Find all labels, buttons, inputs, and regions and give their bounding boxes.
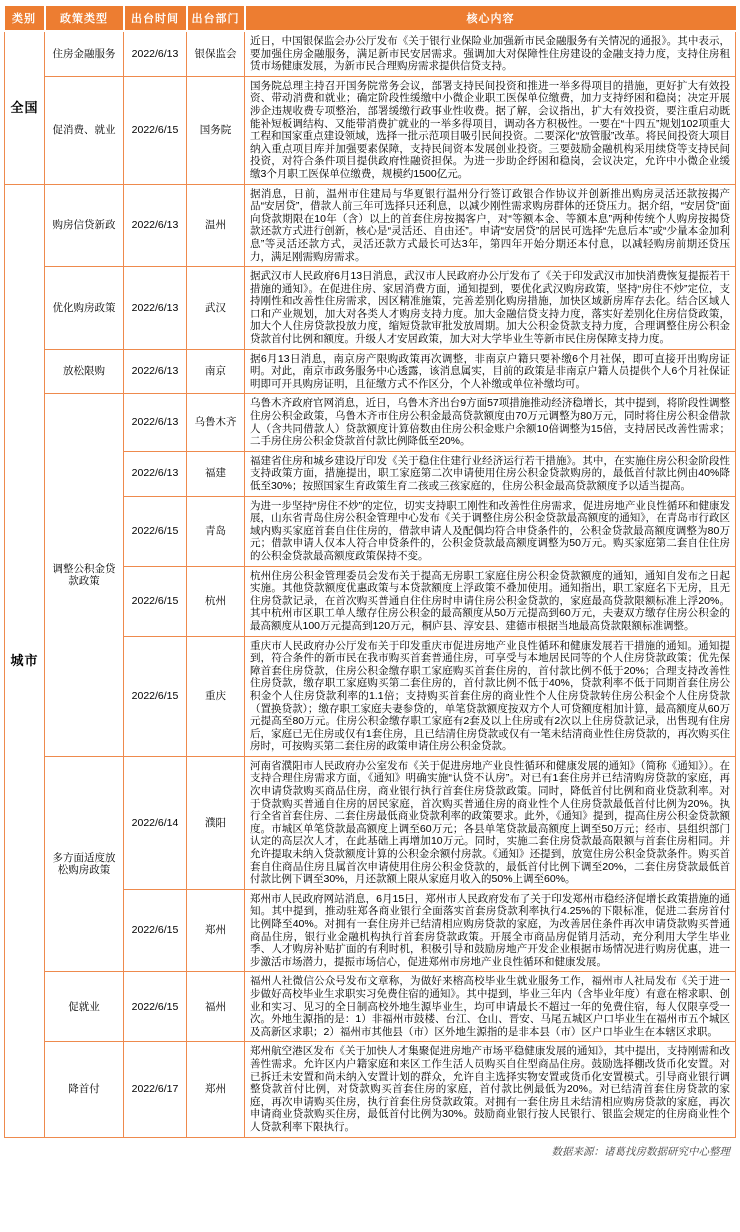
table-row [5,184,736,267]
content-cell: 福建省住房和城乡建设厅印发《关于稳住住建行业经济运行若干措施》。其中，在实施住房公积金阶段性支持政策方面，措施提出，职工家庭第二次申请使用住房公积金贷款购房的，最低首付款比例由40%降低至30%；按照国家生育政策生育二孩或三孩家庭的，住房公积金最高贷款额度予以适当提高。 [245,451,736,496]
table-row [5,394,736,451]
department-cell: 郑州 [187,889,245,972]
date-cell: 2022/6/15 [124,636,187,756]
content-cell: 河南省濮阳市人民政府办公室发布《关于促进房地产业良性循环和健康发展的通知》（简称《通知》）。在支持合理住房需求方面，《通知》明确实施“认贷不认房”。对已有1套住房并已结清购房贷款的家庭，再次申请贷款购买商品住房，商业银行执行首套住房贷款政策。同时，降低首付比例和商业贷款利率。对于贷款购买普通自住房的居民家庭，首次购买普通住房的商业性个人住房贷款最低首付比例为20%。执行全省首套住房、二套住房最低商业贷款利率的政策要求。此外，《通知》提到，提高住房公积金贷款额度。市城区单笔贷款最高额度上调至60万元；各县单笔贷款最高额度上调至50万元；经市、县组织部门认定的高层次人才，在此基础上再增加10万元。同时，实施二套住房贷款最高限额与首套住房相同。并允许提取未纳入贷款额度计算的公积金余额付房款。《通知》还提到，放宽住房公积金贷款条件。购买首套自住商品住房且属首次申请使用住房公积金贷款的，最低首付比例下调至20%，二套住房贷款最低首付款比例下调至30%，月还款额上限从家庭月收入的50%上调至60%。 [245,756,736,889]
date-cell: 2022/6/13 [124,31,187,76]
content-cell: 据6月13日消息，南京房产限购政策再次调整，非南京户籍只要补缴6个月社保，即可直接开出购房证明。对此，南京市政务服务中心透露，该消息属实，目前的政策是非南京户籍人员提供个人6个月社保证明即可开具购房证明，且征缴方式不作区分，个人补缴或单位补缴均可。 [245,349,736,394]
date-cell: 2022/6/13 [124,267,187,350]
table-row [5,76,736,184]
content-cell: 杭州住房公积金管理委员会发布关于提高无房职工家庭住房公积金贷款额度的通知，通知自发布之日起实施。其他贷款额度优惠政策与本贷款额度上浮政策不叠加使用。通知指出，职工家庭名下无房，且无住房贷款记录，在首次购买普通自住住房时申请住房公积金贷款的，家庭最高贷款限额标准上浮20%。其中杭州市区职工单人缴存住房公积金的最高额度从50万元提高到60万元，夫妻双方缴存住房公积金的最高额度从100万元提高到120万元，桐庐县、淳安县、建德市根据当地最高贷款限额标准调整。 [245,566,736,636]
date-cell: 2022/6/13 [124,349,187,394]
header-cell-category: 类别 [5,6,45,31]
policy-type-cell: 促就业 [45,972,124,1042]
department-cell: 杭州 [187,566,245,636]
policy-type-cell: 住房金融服务 [45,31,124,76]
category-cell: 全国 [5,31,45,184]
date-cell: 2022/6/17 [124,1042,187,1137]
content-cell: 为进一步坚持“房住不炒”的定位，切实支持职工刚性和改善性住房需求，促进房地产业良性循环和健康发展，山东省青岛住房公积金管理中心发布《关于调整住房公积金贷款最高额度的通知》，在青岛市行政区域内购买家庭首套自住住房的，借款申请人及配偶均符合申贷条件的，公积金贷款最高额度调整为80万元；借款申请人仅本人符合申贷条件的，公积金贷款最高额度调整为50万元。购买家庭第二套自住住房的公积金贷款最高额度政策保持不变。 [245,496,736,566]
policy-type-cell: 多方面适度放松购房政策 [45,756,124,972]
department-cell: 南京 [187,349,245,394]
table-body [5,31,736,1137]
header-cell-date: 出台时间 [124,6,187,31]
policy-type-cell: 优化购房政策 [45,267,124,350]
table-row [5,267,736,350]
date-cell: 2022/6/13 [124,451,187,496]
date-cell: 2022/6/15 [124,496,187,566]
content-cell: 郑州航空港区发布《关于加快人才集聚促进房地产市场平稳健康发展的通知》，其中提出，支持刚需和改善性需求。允许区内户籍家庭和来区工作生活人员购买自住型商品住房。鼓励选择棚改货币化安置。对已拆迁未安置和尚未纳入安置计划的群众，允许自主选择实物安置或货币化安置模式。引导商业银行调整贷款首付比例，对贷款购买首套住房的家庭，首付款比例最低为20%。对已结清首套住房贷款的家庭，再次申请购买住房，执行首套住房贷款政策。对拥有一套住房且未结清相应购房贷款的家庭，再次申请商业贷款购买住房，最低首付比例为30%。鼓励商业银行按人民银行、银监会规定的住房商业性个人贷款利率下限执行。 [245,1042,736,1137]
policy-type-cell: 放松限购 [45,349,124,394]
date-cell: 2022/6/15 [124,76,187,184]
data-source-note: 数据来源：诸葛找房数据研究中心整理 [551,1146,730,1158]
policy-table [4,6,736,1138]
content-cell: 国务院总理主持召开国务院常务会议，部署支持民间投资和推进一举多得项目的措施，更好扩大有效投资、带动消费和就业；确定阶段性缓缴中小微企业职工医保单位缴费，加力支持纾困和稳岗；决定开展涉企违规收费专项整治，部署缓缴行政事业性收费。据了解，会议指出，扩大有效投资，要注重启动既能补短板调结构、又能带消费扩就业的一举多得项目，调动各方积极性。一要在“十四五”规划102项重大工程和国家重点建设领域，选择一批示范项目吸引民间投资。二要深化“放管服”改革。将民间投资大项目纳入重点项目库并加强要素保障，支持民间资本发展创业投资。三要鼓励金融机构采用续贷等支持民间投资，对符合条件项目提供政府性融资担保。为进一步助企纾困和稳岗，会议决定，允许中小微企业缓缴3个月职工医保单位缴费，规模约1500亿元。 [245,76,736,184]
table-header-row [5,6,736,31]
content-cell: 据武汉市人民政府6月13日消息，武汉市人民政府办公厅发布了《关于印发武汉市加快消费恢复提振若干措施的通知》。在促进住房、家居消费方面，通知提到，要优化武汉购房政策，坚持“房住不炒”定位，支持刚性和改善性住房需求，因区精准施策，完善差别化购房措施，加快区域新房库存去化。结合区域人口和产业规划，加大对各类人才购房支持力度。加大金融信贷支持力度，落实好差别化住房信贷政策，加大个人住房贷款投放力度，缩短贷款审批发放周期。加大公积金贷款支持力度，合理调整住房公积金贷款首付比例和额度。升级人才安居政策，加大对大学毕业生等新市民住房保障支持力度。 [245,267,736,350]
date-cell: 2022/6/15 [124,566,187,636]
content-cell: 乌鲁木齐政府官网消息，近日，乌鲁木齐出台9方面57项措施推动经济稳增长，其中提到，将阶段性调整住房公积金政策，乌鲁木齐市住房公积金最高贷款额度由70万元调整为80万元，同时将住房公积金借款人（含共同借款人）贷款额度计算倍数由住房公积金账户余额10倍调整为15倍，支持居民改善性需求；二手房住房公积金贷款首付款比例降低至20%。 [245,394,736,451]
department-cell: 濮阳 [187,756,245,889]
department-cell: 武汉 [187,267,245,350]
table-row [5,349,736,394]
content-cell: 福州人社微信公众号发布文章称，为做好来榕高校毕业生就业服务工作，福州市人社局发布《关于进一步做好高校毕业生求职实习免费住宿的通知》。其中提到，毕业三年内（含毕业年度）有意在榕求职、创业和实习、见习的全日制高校外地生源毕业生，均可申请最长不超过一年的免费住宿，每人仅限享受一次。外地生源指的是：1）非福州市鼓楼、台江、仓山、晋安、马尾五城区户口毕业生在福州市五个城区及高新区求职；2）福州市其他县（市）区外地生源指的是非本县（市）区户口毕业生在本辖区求职。 [245,972,736,1042]
department-cell: 温州 [187,184,245,267]
department-cell: 银保监会 [187,31,245,76]
content-cell: 近日，中国银保监会办公厅发布《关于银行业保险业加强新市民金融服务有关情况的通报》。其中表示，要加强住房金融服务，满足新市民安居需求。强调加大对保障性住房建设的金融支持力度，支持住房租赁市场健康发展，为新市民合理购房需求提供信贷支持。 [245,31,736,76]
department-cell: 国务院 [187,76,245,184]
policy-type-cell: 促消费、就业 [45,76,124,184]
department-cell: 重庆 [187,636,245,756]
date-cell: 2022/6/13 [124,184,187,267]
table-row [5,1042,736,1137]
department-cell: 青岛 [187,496,245,566]
department-cell: 郑州 [187,1042,245,1137]
policy-type-cell: 购房信贷新政 [45,184,124,267]
department-cell: 福州 [187,972,245,1042]
date-cell: 2022/6/14 [124,756,187,889]
content-cell: 郑州市人民政府网站消息，6月15日，郑州市人民政府发布了关于印发郑州市稳经济促增长政策措施的通知。其中提到，推动驻郑各商业银行全面落实首套房贷款利率执行4.25%的下限标准，促进二套房首付比例降至40%。对拥有一套住房并已结清相应购房贷款的家庭，为改善居住条件再次申请贷款购买普通商品住房，银行业金融机构执行首套房贷款政策。开展全市商品房促销月活动，充分利用大学生毕业季、人才购房补贴扩面的有利时机，积极引导和鼓励房地产开发企业根据市场情况进行购房优惠，进一步激活市场潜力，提振市场信心，促进郑州市房地产业良性循环和健康发展。 [245,889,736,972]
table-row [5,756,736,889]
content-cell: 重庆市人民政府办公厅发布关于印发重庆市促进房地产业良性循环和健康发展若干措施的通知。通知提到，符合条件的新市民在我市购买首套普通住房，可享受与本地居民同等的个人住房贷款政策；优先保障首套住房贷款，住房公积金缴存职工家庭购买首套住房的，首付款比例不低于20%；合理支持改善性住房贷款，缴存职工家庭购买第二套住房的，首付款比例不低于40%，贷款利率不低于同期首套住房公积金个人住房贷款利率的1.1倍；支持购买首套住房的商业性个人住房贷款转住房公积金个人住房贷款（置换贷款）；缴存职工家庭夫妻参贷的，单笔贷款额度按双方个人可贷额度相加计算，最高额度从60万元提高至80万元。住房公积金缴存职工家庭有2套及以上住房或有2次以上住房贷款记录，出售现有住房后，家庭已无住房或仅有1套住房，且已结清住房贷款或仅有一笔未结清商业性住房贷款的，再次购买住房时，可按购买第二套住房的政策申请住房公积金贷款。 [245,636,736,756]
table-row [5,972,736,1042]
content-cell: 据消息，日前，温州市住建局与华夏银行温州分行签订政银合作协议并创新推出购房灵活还款按揭产品“安居贷”，借款人前三年可选择只还利息，以减少刚性需求购房群体的还贷压力。据介绍，“安居贷”面向贷款期限在10年（含）以上的首套住房按揭客户，对“等额本金、等额本息”两种传统个人购房按揭贷款还款方式进行创新，核心是“灵活还、自由还”。申请“安居贷”的居民可选择“先息后本”或“少量本金加利息”等灵活还款方式，灵活还款方式最长可达3年，第四年开始分期还本付息，以减轻购房前期还贷压力，满足刚需购房需求。 [245,184,736,267]
date-cell: 2022/6/13 [124,394,187,451]
header-cell-policy-type: 政策类型 [45,6,124,31]
department-cell: 福建 [187,451,245,496]
date-cell: 2022/6/15 [124,889,187,972]
policy-type-cell: 降首付 [45,1042,124,1137]
category-cell: 城市 [5,184,45,1137]
header-cell-department: 出台部门 [187,6,245,31]
header-cell-content: 核心内容 [245,6,736,31]
date-cell: 2022/6/15 [124,972,187,1042]
department-cell: 乌鲁木齐 [187,394,245,451]
policy-type-cell: 调整公积金贷款政策 [45,394,124,756]
table-row [5,31,736,76]
